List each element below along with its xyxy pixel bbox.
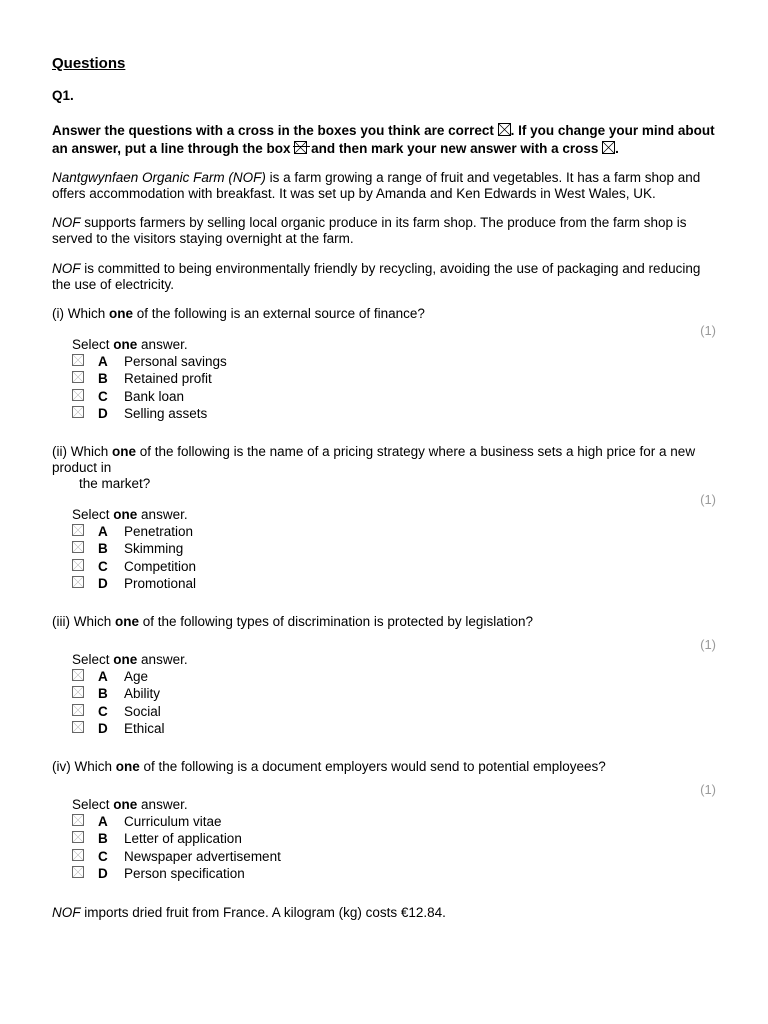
answer-checkbox[interactable] (72, 354, 84, 366)
farm-name: Nantgwynfaen Organic Farm (NOF) (52, 170, 266, 185)
select-one: one (113, 652, 138, 667)
option-d[interactable] (72, 406, 722, 424)
option-text: Social (124, 703, 161, 719)
answer-checkbox[interactable] (72, 524, 84, 536)
options-list (52, 668, 722, 738)
answer-checkbox[interactable] (72, 814, 84, 826)
option-text: Competition (124, 558, 197, 574)
options-list (52, 813, 722, 883)
question-text (52, 759, 722, 775)
question-emphasis: one (115, 614, 140, 629)
option-text: Retained profit (124, 371, 212, 387)
answer-checkbox[interactable] (72, 866, 84, 878)
option-a[interactable] (72, 813, 722, 831)
select-one-answer (72, 652, 722, 668)
select-one: one (113, 797, 138, 812)
option-a[interactable] (72, 353, 722, 371)
select-prefix: Select (72, 797, 114, 812)
select-suffix: answer. (137, 507, 188, 522)
instructions-part3: and then mark your new answer with a cross (311, 141, 599, 156)
question-text-line2: the market? (79, 476, 151, 491)
option-letter: A (98, 813, 108, 829)
option-text: Promotional (124, 576, 197, 592)
struck-box-icon (294, 140, 307, 158)
select-one-answer (72, 797, 722, 813)
answer-checkbox[interactable] (72, 721, 84, 733)
option-letter: B (98, 831, 108, 847)
marks-label: (1) (700, 492, 716, 507)
option-letter: C (98, 703, 108, 719)
option-c[interactable] (72, 703, 722, 721)
question-label: (i) Which (52, 306, 109, 321)
select-one-answer (72, 337, 722, 353)
answer-checkbox[interactable] (72, 831, 84, 843)
instructions (52, 122, 722, 158)
option-c[interactable] (72, 558, 722, 576)
intro-paragraph-1 (52, 170, 722, 202)
answer-checkbox[interactable] (72, 704, 84, 716)
answer-checkbox[interactable] (72, 541, 84, 553)
select-prefix: Select (72, 507, 114, 522)
option-letter: D (98, 721, 108, 737)
option-letter: B (98, 541, 108, 557)
question-label: (ii) Which (52, 444, 112, 459)
question-iii (52, 614, 722, 738)
cross-box-icon (602, 141, 615, 154)
option-letter: C (98, 848, 108, 864)
marks-label: (1) (700, 637, 716, 652)
option-text: Skimming (124, 541, 184, 557)
intro-text-3: is committed to being environmentally friendly by recycling, avoiding the use of packaging and reducing the use of electricity. (52, 261, 701, 292)
instructions-part4: . (615, 141, 619, 156)
question-label: (iii) Which (52, 614, 115, 629)
marks-label: (1) (700, 782, 716, 797)
question-label: (iv) Which (52, 759, 116, 774)
option-text: Person specification (124, 866, 245, 882)
option-text: Ability (124, 686, 161, 702)
question-emphasis: one (112, 444, 137, 459)
option-d[interactable] (72, 866, 722, 884)
select-suffix: answer. (137, 652, 188, 667)
option-letter: C (98, 558, 108, 574)
option-text: Letter of application (124, 831, 242, 847)
nof-abbrev: NOF (52, 261, 81, 276)
option-d[interactable] (72, 721, 722, 739)
option-a[interactable] (72, 523, 722, 541)
option-letter: B (98, 686, 108, 702)
select-suffix: answer. (137, 797, 188, 812)
question-number: Q1. (52, 88, 74, 103)
document-page (52, 54, 722, 921)
option-text: Bank loan (124, 388, 185, 404)
question-emphasis: one (109, 306, 134, 321)
option-letter: A (98, 353, 108, 369)
option-text: Age (124, 668, 149, 684)
question-body: of the following is the name of a pricing strategy where a business sets a high price for a new product in (52, 444, 696, 475)
option-text: Selling assets (124, 406, 208, 422)
select-prefix: Select (72, 337, 114, 352)
select-one-answer (72, 507, 722, 523)
page-title: Questions (52, 55, 126, 72)
option-letter: A (98, 668, 108, 684)
footer-paragraph (52, 905, 722, 921)
option-letter: A (98, 523, 108, 539)
option-text: Newspaper advertisement (124, 848, 281, 864)
intro-text-2: supports farmers by selling local organic produce in its farm shop. The produce from the farm shop is served to the visitors staying overnight at the farm. (52, 215, 687, 246)
instructions-part2: . If you change your mind about an answer, put a line through the box (52, 123, 715, 156)
select-prefix: Select (72, 652, 114, 667)
option-b[interactable] (72, 686, 722, 704)
nof-abbrev: NOF (52, 905, 81, 920)
select-suffix: answer. (137, 337, 188, 352)
question-iv (52, 759, 722, 883)
option-text: Ethical (124, 721, 165, 737)
answer-checkbox[interactable] (72, 686, 84, 698)
question-text (52, 306, 722, 322)
select-one: one (113, 337, 138, 352)
marks-label: (1) (700, 323, 716, 338)
option-b[interactable] (72, 541, 722, 559)
question-emphasis: one (115, 759, 140, 774)
option-text: Curriculum vitae (124, 813, 222, 829)
cross-box-icon (498, 123, 511, 136)
question-text (52, 614, 722, 630)
question-ii (52, 444, 722, 593)
options-list (52, 523, 722, 593)
option-c[interactable] (72, 388, 722, 406)
option-text: Personal savings (124, 353, 227, 369)
answer-checkbox[interactable] (72, 371, 84, 383)
intro-paragraph-2 (52, 215, 722, 247)
question-body: of the following is a document employers would send to potential employees? (139, 759, 606, 774)
option-text: Penetration (124, 523, 194, 539)
options-list (52, 353, 722, 423)
answer-checkbox[interactable] (72, 406, 84, 418)
intro-paragraph-3 (52, 261, 722, 293)
option-d[interactable] (72, 576, 722, 594)
option-letter: D (98, 406, 108, 422)
answer-checkbox[interactable] (72, 389, 84, 401)
answer-checkbox[interactable] (72, 669, 84, 681)
select-one: one (113, 507, 138, 522)
option-b[interactable] (72, 371, 722, 389)
instructions-part1: Answer the questions with a cross in the boxes you think are correct (52, 123, 494, 138)
question-i (52, 306, 722, 423)
option-c[interactable] (72, 848, 722, 866)
option-letter: C (98, 388, 108, 404)
question-text (52, 444, 722, 476)
question-body: of the following is an external source of finance? (133, 306, 425, 321)
option-letter: D (98, 866, 108, 882)
intro-text-1: is a farm growing a range of fruit and vegetables. It has a farm shop and offers accommodation with breakfast. It was set up by Amanda and Ken Edwards in West Wales, UK. (52, 170, 701, 201)
option-letter: D (98, 576, 108, 592)
nof-abbrev: NOF (52, 215, 81, 230)
answer-checkbox[interactable] (72, 559, 84, 571)
footer-text: imports dried fruit from France. A kilogram (kg) costs €12.84. (80, 905, 446, 920)
option-a[interactable] (72, 668, 722, 686)
answer-checkbox[interactable] (72, 849, 84, 861)
option-letter: B (98, 371, 108, 387)
answer-checkbox[interactable] (72, 576, 84, 588)
option-b[interactable] (72, 831, 722, 849)
question-body: of the following types of discrimination is protected by legislation? (139, 614, 533, 629)
